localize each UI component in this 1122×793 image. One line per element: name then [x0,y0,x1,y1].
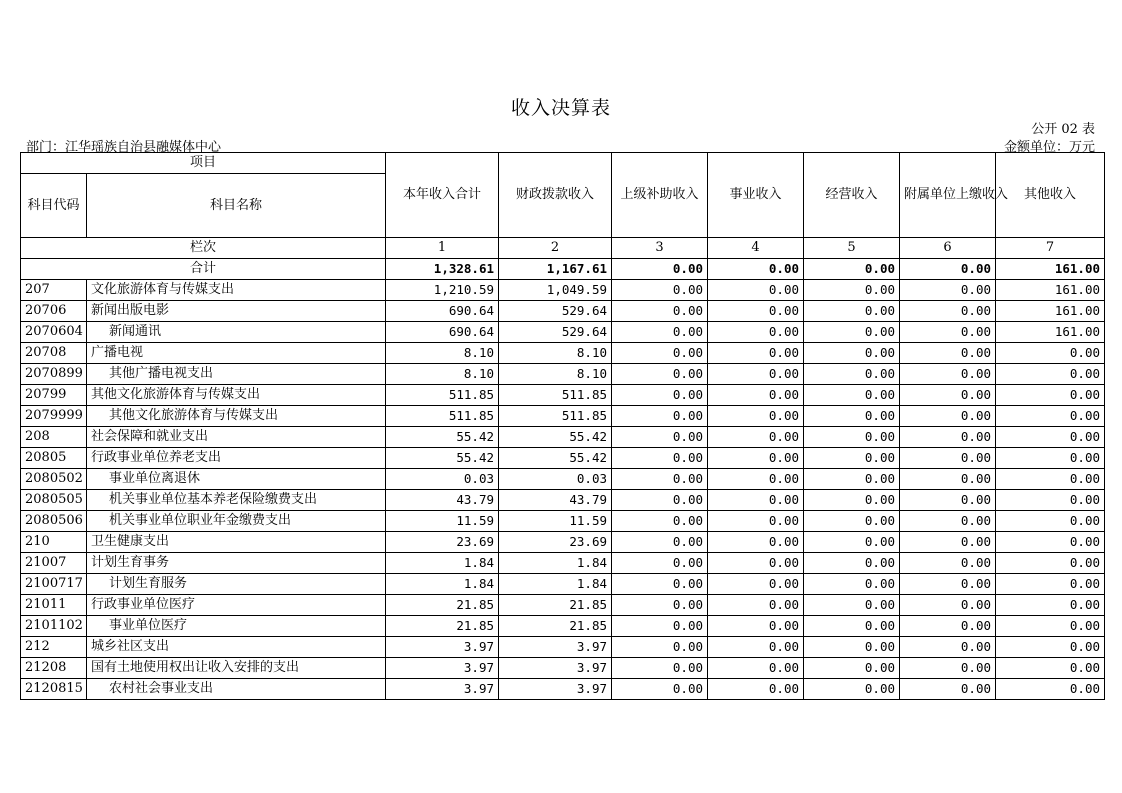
subject-name: 行政事业单位医疗 [87,595,386,616]
amount-cell: 0.00 [612,301,708,322]
subject-name: 计划生育服务 [87,574,386,595]
amount-cell: 3.97 [499,679,612,700]
subject-name: 其他广播电视支出 [87,364,386,385]
amount-cell: 0.00 [612,385,708,406]
header-col-5: 经营收入 [804,153,900,238]
subject-name: 新闻出版电影 [87,301,386,322]
amount-cell: 55.42 [499,448,612,469]
table-row [21,595,1105,616]
amount-cell: 0.00 [612,427,708,448]
amount-cell: 11.59 [386,511,499,532]
table-row [21,532,1105,553]
table-row [21,343,1105,364]
amount-cell: 23.69 [386,532,499,553]
total-cell: 161.00 [996,259,1105,280]
amount-cell: 1.84 [386,553,499,574]
table-row [21,301,1105,322]
amount-cell: 0.00 [996,448,1105,469]
total-cell: 0.00 [804,259,900,280]
amount-cell: 0.00 [804,469,900,490]
total-row [21,259,1105,280]
amount-cell: 0.00 [804,280,900,301]
amount-cell: 1.84 [499,553,612,574]
amount-cell: 0.00 [900,658,996,679]
amount-cell: 0.03 [499,469,612,490]
amount-cell: 0.00 [804,406,900,427]
header-col-1: 本年收入合计 [386,153,499,238]
amount-cell: 3.97 [499,658,612,679]
amount-cell: 690.64 [386,301,499,322]
amount-cell: 0.00 [612,406,708,427]
amount-cell: 0.00 [900,532,996,553]
amount-cell: 0.00 [996,574,1105,595]
amount-cell: 0.00 [900,280,996,301]
amount-cell: 0.00 [996,637,1105,658]
amount-cell: 0.00 [708,658,804,679]
amount-cell: 0.00 [708,511,804,532]
amount-cell: 0.00 [612,448,708,469]
amount-cell: 8.10 [386,343,499,364]
table-row [21,658,1105,679]
subject-name: 农村社会事业支出 [87,679,386,700]
amount-cell: 0.00 [996,343,1105,364]
amount-cell: 0.00 [804,637,900,658]
amount-cell: 690.64 [386,322,499,343]
subject-name: 国有土地使用权出让收入安排的支出 [87,658,386,679]
amount-cell: 529.64 [499,322,612,343]
amount-cell: 0.00 [612,532,708,553]
amount-cell: 0.00 [996,658,1105,679]
subject-name: 计划生育事务 [87,553,386,574]
total-cell: 1,328.61 [386,259,499,280]
amount-cell: 0.00 [900,469,996,490]
amount-cell: 511.85 [499,406,612,427]
subject-code: 20805 [21,448,87,469]
amount-cell: 0.00 [708,637,804,658]
subject-name: 其他文化旅游体育与传媒支出 [87,385,386,406]
subject-name: 机关事业单位职业年金缴费支出 [87,511,386,532]
amount-cell: 161.00 [996,301,1105,322]
header-col-7: 其他收入 [996,153,1105,238]
amount-cell: 0.00 [612,343,708,364]
header-col-2: 财政拨款收入 [499,153,612,238]
subject-name: 行政事业单位养老支出 [87,448,386,469]
amount-cell: 0.00 [900,616,996,637]
total-cell: 0.00 [900,259,996,280]
amount-cell: 0.00 [804,553,900,574]
amount-cell: 0.00 [804,616,900,637]
amount-unit-label: 金额单位：万元 [1003,140,1095,155]
subject-name: 新闻通讯 [87,322,386,343]
amount-cell: 21.85 [499,595,612,616]
table-row [21,490,1105,511]
amount-cell: 0.00 [900,553,996,574]
header-col-4: 事业收入 [708,153,804,238]
amount-cell: 0.00 [804,448,900,469]
amount-cell: 0.00 [996,469,1105,490]
amount-cell: 161.00 [996,322,1105,343]
amount-cell: 0.00 [708,343,804,364]
column-number: 2 [499,238,612,259]
subject-code: 2100717 [21,574,87,595]
amount-cell: 0.00 [804,301,900,322]
subject-code: 208 [21,427,87,448]
header-name: 科目名称 [87,174,386,238]
amount-cell: 0.00 [708,385,804,406]
amount-cell: 0.00 [900,511,996,532]
amount-cell: 0.00 [900,406,996,427]
amount-cell: 8.10 [499,364,612,385]
amount-cell: 3.97 [386,658,499,679]
amount-cell: 8.10 [499,343,612,364]
amount-cell: 0.00 [708,490,804,511]
amount-cell: 0.00 [996,406,1105,427]
table-row [21,679,1105,700]
amount-cell: 0.00 [804,532,900,553]
amount-cell: 0.00 [996,532,1105,553]
amount-cell: 0.00 [612,679,708,700]
amount-cell: 0.00 [996,511,1105,532]
amount-cell: 161.00 [996,280,1105,301]
amount-cell: 0.00 [708,595,804,616]
header-col-3: 上级补助收入 [612,153,708,238]
amount-cell: 0.00 [804,343,900,364]
total-cell: 0.00 [612,259,708,280]
table-row [21,616,1105,637]
amount-cell: 0.00 [804,679,900,700]
amount-cell: 0.00 [996,679,1105,700]
amount-cell: 511.85 [499,385,612,406]
amount-cell: 0.00 [708,406,804,427]
amount-cell: 529.64 [499,301,612,322]
form-number: 公开 02 表 [1031,122,1095,137]
subject-name: 社会保障和就业支出 [87,427,386,448]
amount-cell: 0.00 [900,637,996,658]
subject-name: 卫生健康支出 [87,532,386,553]
amount-cell: 0.00 [612,637,708,658]
table-row [21,448,1105,469]
column-number: 5 [804,238,900,259]
amount-cell: 0.00 [804,658,900,679]
subject-code: 2080506 [21,511,87,532]
amount-cell: 23.69 [499,532,612,553]
amount-cell: 0.00 [708,679,804,700]
table-row [21,322,1105,343]
subject-code: 2080502 [21,469,87,490]
amount-cell: 0.00 [900,679,996,700]
amount-cell: 511.85 [386,385,499,406]
subject-code: 20708 [21,343,87,364]
subject-code: 2070604 [21,322,87,343]
amount-cell: 0.00 [900,595,996,616]
column-number: 6 [900,238,996,259]
amount-cell: 0.00 [804,490,900,511]
column-number: 7 [996,238,1105,259]
amount-cell: 0.00 [804,385,900,406]
amount-cell: 43.79 [499,490,612,511]
amount-cell: 0.00 [804,364,900,385]
table-row [21,406,1105,427]
amount-cell: 0.00 [612,490,708,511]
amount-cell: 0.00 [804,574,900,595]
amount-cell: 3.97 [386,679,499,700]
subject-name: 其他文化旅游体育与传媒支出 [87,406,386,427]
amount-cell: 0.00 [612,553,708,574]
subject-name: 机关事业单位基本养老保险缴费支出 [87,490,386,511]
header-item: 项目 [21,153,386,174]
amount-cell: 0.00 [708,448,804,469]
subject-code: 20706 [21,301,87,322]
amount-cell: 55.42 [499,427,612,448]
amount-cell: 0.00 [708,469,804,490]
amount-cell: 0.00 [612,616,708,637]
amount-cell: 0.00 [804,322,900,343]
total-label: 合计 [21,259,386,280]
subject-name: 文化旅游体育与传媒支出 [87,280,386,301]
income-report-table [20,152,1105,700]
amount-cell: 0.00 [900,427,996,448]
amount-cell: 0.00 [612,364,708,385]
subject-code: 21007 [21,553,87,574]
amount-cell: 0.00 [708,427,804,448]
amount-cell: 0.00 [612,511,708,532]
column-number: 1 [386,238,499,259]
subject-code: 21208 [21,658,87,679]
amount-cell: 0.03 [386,469,499,490]
table-row [21,511,1105,532]
subject-code: 2120815 [21,679,87,700]
header-rank: 栏次 [21,238,386,259]
amount-cell: 0.00 [900,301,996,322]
subject-code: 210 [21,532,87,553]
amount-cell: 0.00 [804,427,900,448]
amount-cell: 0.00 [612,322,708,343]
table-row [21,553,1105,574]
amount-cell: 0.00 [996,616,1105,637]
amount-cell: 0.00 [996,490,1105,511]
subject-name: 事业单位离退休 [87,469,386,490]
column-number: 3 [612,238,708,259]
table-row [21,637,1105,658]
amount-cell: 0.00 [708,532,804,553]
subject-code: 21011 [21,595,87,616]
subject-name: 广播电视 [87,343,386,364]
amount-cell: 0.00 [900,448,996,469]
subject-code: 212 [21,637,87,658]
amount-cell: 0.00 [804,511,900,532]
amount-cell: 0.00 [900,574,996,595]
amount-cell: 3.97 [499,637,612,658]
amount-cell: 0.00 [612,595,708,616]
amount-cell: 0.00 [996,385,1105,406]
subject-code: 2101102 [21,616,87,637]
subject-code: 2080505 [21,490,87,511]
amount-cell: 55.42 [386,448,499,469]
header-col-6: 附属单位上缴收入 [900,153,996,238]
column-number: 4 [708,238,804,259]
amount-cell: 511.85 [386,406,499,427]
amount-cell: 0.00 [804,595,900,616]
amount-cell: 0.00 [708,364,804,385]
department-label: 部门：江华瑶族自治县融媒体中心 [26,140,222,155]
amount-cell: 43.79 [386,490,499,511]
amount-cell: 1.84 [386,574,499,595]
total-cell: 0.00 [708,259,804,280]
amount-cell: 0.00 [996,427,1105,448]
amount-cell: 0.00 [900,343,996,364]
amount-cell: 0.00 [708,322,804,343]
amount-cell: 55.42 [386,427,499,448]
amount-cell: 21.85 [386,595,499,616]
amount-cell: 0.00 [708,616,804,637]
subject-code: 20799 [21,385,87,406]
table-row [21,469,1105,490]
amount-cell: 11.59 [499,511,612,532]
amount-cell: 21.85 [499,616,612,637]
subject-code: 207 [21,280,87,301]
amount-cell: 0.00 [996,364,1105,385]
amount-cell: 3.97 [386,637,499,658]
amount-cell: 0.00 [612,574,708,595]
amount-cell: 0.00 [900,385,996,406]
header-code: 科目代码 [21,174,87,238]
amount-cell: 0.00 [708,574,804,595]
table-row [21,574,1105,595]
amount-cell: 0.00 [612,280,708,301]
page-title: 收入决算表 [510,97,611,119]
subject-name: 城乡社区支出 [87,637,386,658]
amount-cell: 8.10 [386,364,499,385]
amount-cell: 0.00 [900,490,996,511]
amount-cell: 0.00 [996,595,1105,616]
amount-cell: 0.00 [708,553,804,574]
subject-code: 2079999 [21,406,87,427]
amount-cell: 1.84 [499,574,612,595]
table-row [21,280,1105,301]
amount-cell: 1,210.59 [386,280,499,301]
subject-code: 2070899 [21,364,87,385]
amount-cell: 0.00 [996,553,1105,574]
amount-cell: 21.85 [386,616,499,637]
amount-cell: 0.00 [612,469,708,490]
table-row [21,427,1105,448]
amount-cell: 0.00 [708,301,804,322]
subject-name: 事业单位医疗 [87,616,386,637]
table-row [21,385,1105,406]
amount-cell: 0.00 [900,364,996,385]
total-cell: 1,167.61 [499,259,612,280]
amount-cell: 0.00 [612,658,708,679]
amount-cell: 0.00 [708,280,804,301]
table-row [21,364,1105,385]
amount-cell: 0.00 [900,322,996,343]
amount-cell: 1,049.59 [499,280,612,301]
